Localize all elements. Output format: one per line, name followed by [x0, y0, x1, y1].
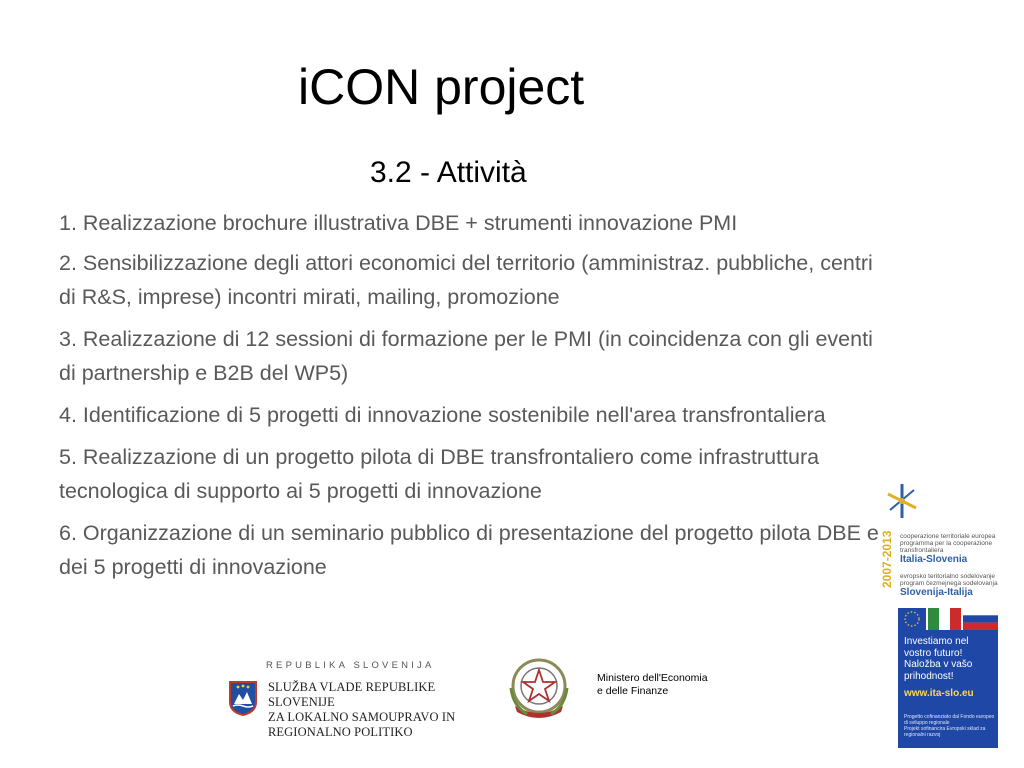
activity-item: 6. Organizzazione di un seminario pubblico di presentazione del progetto pilota DBE e dei 5 progetti di innovazione	[59, 521, 879, 579]
republika-slovenija-label: REPUBLIKA SLOVENIJA	[266, 660, 435, 671]
programme-text	[900, 526, 1000, 606]
activity-item: 1. Realizzazione brochure illustrativa DBE + strumenti innovazione PMI	[59, 211, 738, 235]
programme-website: www.ita-slo.eu	[904, 688, 974, 699]
slovenia-coat-of-arms-icon	[228, 680, 258, 716]
slogan-text: Investiamo nel vostro futuro! Naložba v vašo prihodnost!	[904, 636, 973, 682]
slide-title: iCON project	[298, 59, 585, 115]
slovenia-office-logo	[228, 660, 468, 739]
programme-text-sl: evropsko teritorialno sodelovanje program čezmejnega sodelovanja	[900, 573, 998, 587]
italia-slovenia-programme-logo	[880, 480, 1000, 598]
activity-item: 5. Realizzazione di un progetto pilota di DBE transfrontaliero come infrastruttura tecnologica di supporto ai 5 progetti di innovazione	[59, 445, 820, 503]
programme-slogan-panel	[898, 630, 998, 748]
activity-list	[59, 206, 889, 592]
programme-name-sl: Slovenija-Italija	[900, 587, 973, 598]
slovenia-office-name: SLUŽBA VLADE REPUBLIKE SLOVENIJE ZA LOKALNO SAMOUPRAVO IN REGIONALNO POLITIKO	[268, 680, 456, 739]
activity-item: 2. Sensibilizzazione degli attori economici del territorio (amministraz. pubbliche, centri di R&S, imprese) incontri mirati, mailing, promozione	[59, 251, 873, 309]
programme-name-it: Italia-Slovenia	[900, 554, 968, 565]
programme-text-it: cooperazione territoriale europea programma per la cooperazione transfrontaliera	[900, 533, 996, 554]
programme-years: 2007-2013	[880, 530, 894, 588]
slide-subtitle: 3.2 - Attività	[370, 156, 527, 189]
cofinancing-note: Progetto cofinanziato dal Fondo europeo di sviluppo regionale Projekt sofinancira Evropski sklad za regionalni razvoj	[904, 714, 995, 738]
flags-icon	[898, 608, 998, 630]
ministero-economia-label: Ministero dell'Economia e delle Finanze	[597, 672, 708, 697]
activity-item: 4. Identificazione di 5 progetti di innovazione sostenibile nell'area transfrontaliera	[59, 403, 826, 427]
italian-republic-emblem-icon	[505, 654, 573, 722]
activity-item: 3. Realizzazione di 12 sessioni di formazione per le PMI (in coincidenza con gli eventi di partnership e B2B del WP5)	[59, 327, 873, 385]
programme-star-icon	[882, 480, 922, 522]
